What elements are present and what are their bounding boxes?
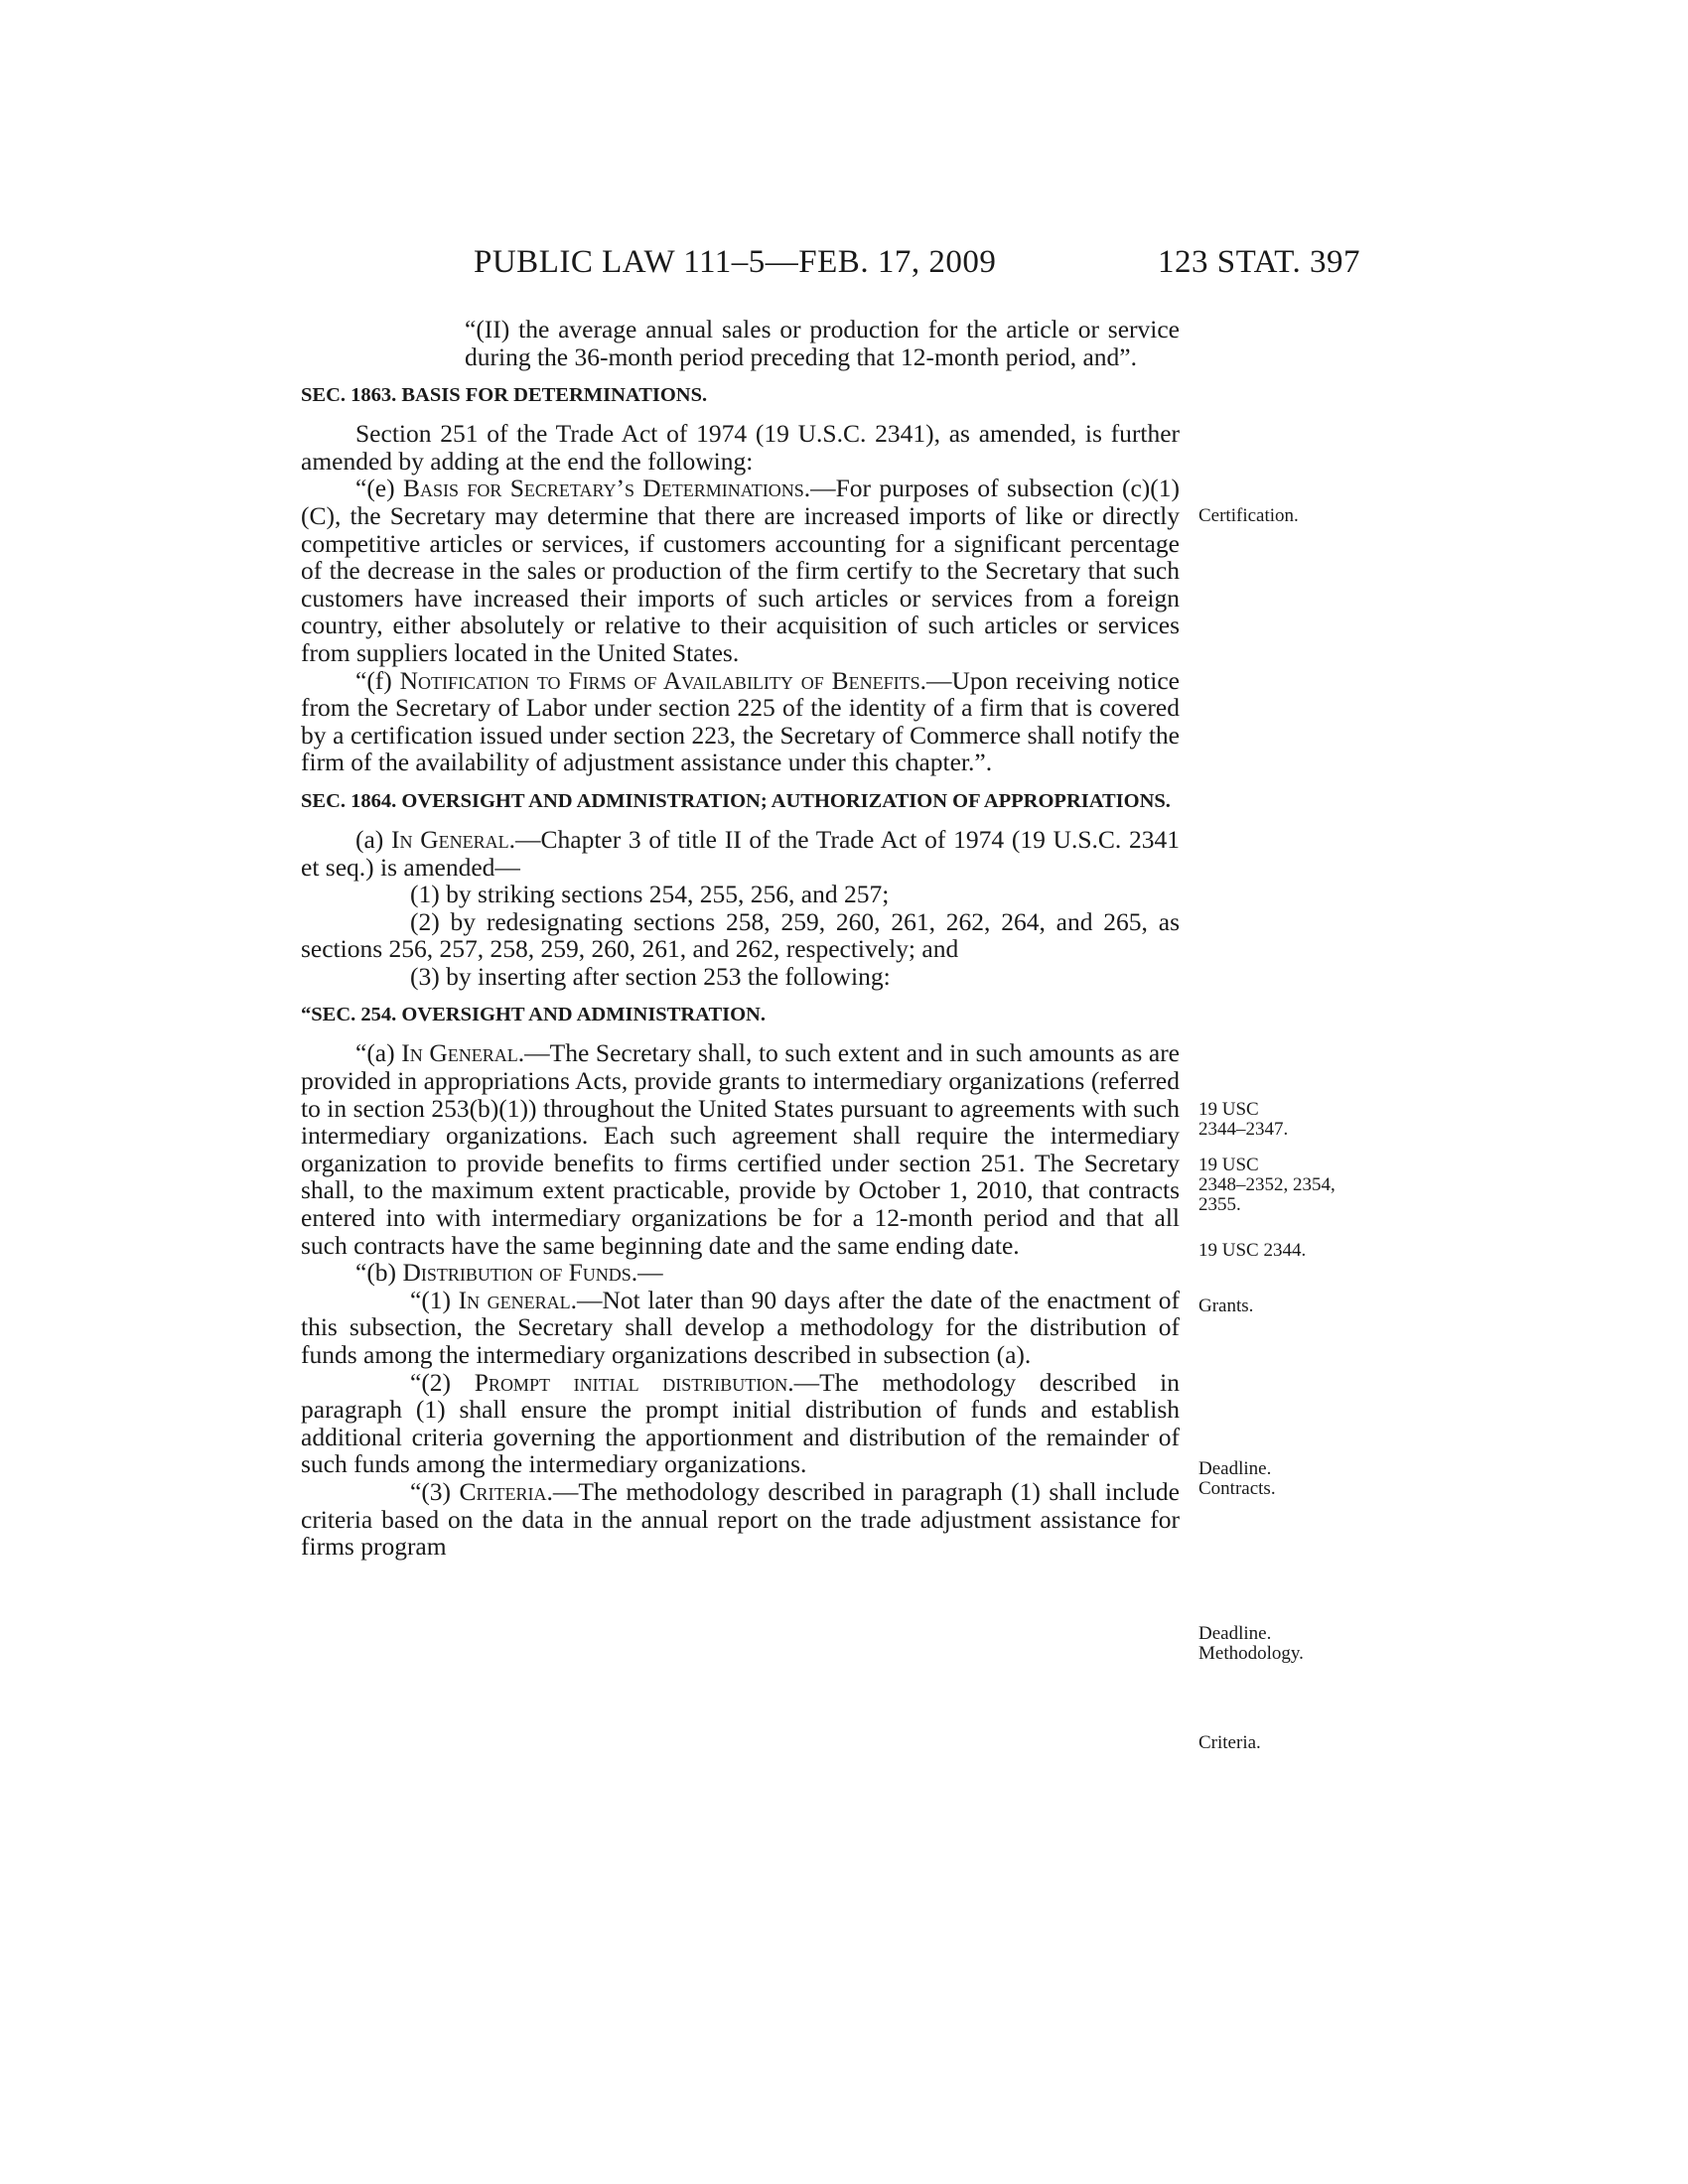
- sidenote-deadline-text: Deadline.: [1198, 1458, 1272, 1479]
- paragraph-b1-caption: In general: [458, 1285, 571, 1314]
- sidenote-usc-2348: [1198, 1156, 1347, 1215]
- paragraph-3: (3) by inserting after section 253 the following:: [410, 961, 891, 991]
- subsection-f-open: “(f): [355, 665, 400, 695]
- sidenote-usc-line: 2348–2352, 2354,: [1198, 1174, 1336, 1195]
- subsection-e-caption: Basis for Secretary’s Determinations: [402, 474, 804, 503]
- paragraph-b3-caption: Criteria: [459, 1476, 547, 1506]
- section-1863-intro: Section 251 of the Trade Act of 1974 (19 U.S.C. 2341), as amended, is further amended by adding at the end the following:: [301, 419, 1180, 476]
- section-254-subsection-b: [301, 1259, 1180, 1287]
- paragraph-b2-open: “(2): [410, 1367, 475, 1397]
- section-254b-text: .—: [631, 1258, 663, 1288]
- paragraph-1: (1) by striking sections 254, 255, 256, and 257;: [410, 880, 890, 909]
- sidenote-certification: [1198, 506, 1347, 526]
- sidenote-usc-2344: [1198, 1241, 1347, 1261]
- paragraph-b1-text: .—Not later than 90 days after the date of the enactment of this subsection, the Secretary shall develop a methodology for the distribution of funds among the intermediary organizations described in subsection (a).: [301, 1285, 1180, 1369]
- section-254-subsection-a: [301, 1039, 1180, 1259]
- paragraph-b1-open: “(1): [410, 1285, 459, 1314]
- paragraph-b3: [301, 1478, 1180, 1561]
- paragraph-2: (2) by redesignating sections 258, 259, 260, 261, 262, 264, and 265, as sections 256, 257, 258, 259, 260, 261, and 262, respectively; and: [301, 906, 1180, 964]
- sidenote-methodology-text: Methodology.: [1198, 1643, 1304, 1664]
- sidenote-deadline-text: Deadline.: [1198, 1623, 1272, 1644]
- paragraph-b1: [301, 1287, 1180, 1369]
- section-254b-open: “(b): [355, 1258, 403, 1288]
- section-254a-open: “(a): [355, 1038, 402, 1068]
- sidenote-certification-text: Certification.: [1198, 505, 1299, 526]
- sidenote-usc-line: 2355.: [1198, 1194, 1241, 1215]
- sidenote-criteria-text: Criteria.: [1198, 1732, 1261, 1753]
- subsection-f-caption: Notification to Firms of Availability of Benefits: [399, 665, 920, 695]
- subsection-e-open: “(e): [355, 474, 403, 503]
- section-254b-caption: Distribution of Funds: [402, 1258, 632, 1288]
- sidenote-criteria: [1198, 1733, 1347, 1753]
- sidenote-grants: [1198, 1297, 1347, 1316]
- sidenote-usc-line: 19 USC: [1198, 1099, 1259, 1120]
- sidenote-usc-line: 19 USC: [1198, 1155, 1259, 1175]
- subsection-f: [301, 667, 1180, 776]
- paragraph-b3-text: .—The methodology described in paragraph (1) shall include criteria based on the data in the annual report on the trade adjustment assistance for firms program: [301, 1476, 1180, 1562]
- subsection-a: [301, 826, 1180, 881]
- paragraph-b2: [301, 1369, 1180, 1478]
- subsection-e: [301, 475, 1180, 666]
- sidenote-usc-2344-2347: [1198, 1100, 1347, 1140]
- subsection-a-open: (a): [355, 824, 392, 854]
- section-1863-heading: SEC. 1863. BASIS FOR DETERMINATIONS.: [301, 384, 708, 407]
- section-254-heading: “SEC. 254. OVERSIGHT AND ADMINISTRATION.: [301, 1004, 766, 1026]
- quoted-clause-ii: “(II) the average annual sales or production for the article or service during the 36-month period preceding that 12-month period, and”.: [465, 315, 1180, 371]
- sidenote-usc-line: 2344–2347.: [1198, 1119, 1289, 1140]
- paragraph-b3-open: “(3): [410, 1476, 460, 1506]
- sidenote-deadline-methodology: [1198, 1624, 1347, 1664]
- subsection-e-text: .—For purposes of subsection (c)(1)(C), the Secretary may determine that there are increased imports of like or directly competitive articles or services, if customers accounting for a significant percentage of the decrease in the sales or production of the firm certify to the Secretary that such customers have increased their imports of such articles or services from a foreign country, either absolutely or relative to their acquisition of such articles or services from suppliers located in the United States.: [301, 474, 1180, 667]
- main-text-column: [301, 316, 1180, 1561]
- sidenote-deadline-contracts: [1198, 1459, 1347, 1499]
- sidenote-contracts-text: Contracts.: [1198, 1478, 1276, 1499]
- running-header-title: PUBLIC LAW 111–5—FEB. 17, 2009: [474, 244, 997, 280]
- sidenote-usc-2344-text: 19 USC 2344.: [1198, 1240, 1307, 1261]
- section-1864-heading: SEC. 1864. OVERSIGHT AND ADMINISTRATION; AUTHORIZATION OF APPROPRIATIONS.: [301, 789, 1171, 812]
- sidenote-grants-text: Grants.: [1198, 1296, 1254, 1316]
- paragraph-b2-caption: Prompt initial distribution: [474, 1367, 788, 1397]
- paragraph-b2-text: .—The methodology described in paragraph (1) shall ensure the prompt initial distribution of funds and establish additional criteria governing the apportionment and distribution of the remainder of such funds among the intermediary organizations.: [301, 1367, 1180, 1479]
- page-number: 123 STAT. 397: [1158, 244, 1361, 280]
- subsection-f-text: .—Upon receiving notice from the Secretary of Labor under section 225 of the identity of a firm that is covered by a certification issued under section 223, the Secretary of Commerce shall notify the firm of the availability of adjustment assistance under this chapter.”.: [301, 665, 1180, 777]
- subsection-a-text: .—Chapter 3 of title II of the Trade Act of 1974 (19 U.S.C. 2341 et seq.) is amended—: [301, 824, 1180, 882]
- section-254a-text: .—The Secretary shall, to such extent and in such amounts as are provided in appropriations Acts, provide grants to intermediary organizations (referred to in section 253(b)(1)) throughout the United States pursuant to agreements with such intermediary organizations. Each such agreement shall require the intermediary organization to provide benefits to firms certified under section 251. The Secretary shall, to the maximum extent practicable, provide by October 1, 2010, that contracts entered into with intermediary organizations be for a 12-month period and that all such contracts have the same beginning date and the same ending date.: [301, 1038, 1181, 1260]
- section-254a-caption: In General: [401, 1038, 518, 1068]
- subsection-a-caption: In General: [391, 824, 509, 854]
